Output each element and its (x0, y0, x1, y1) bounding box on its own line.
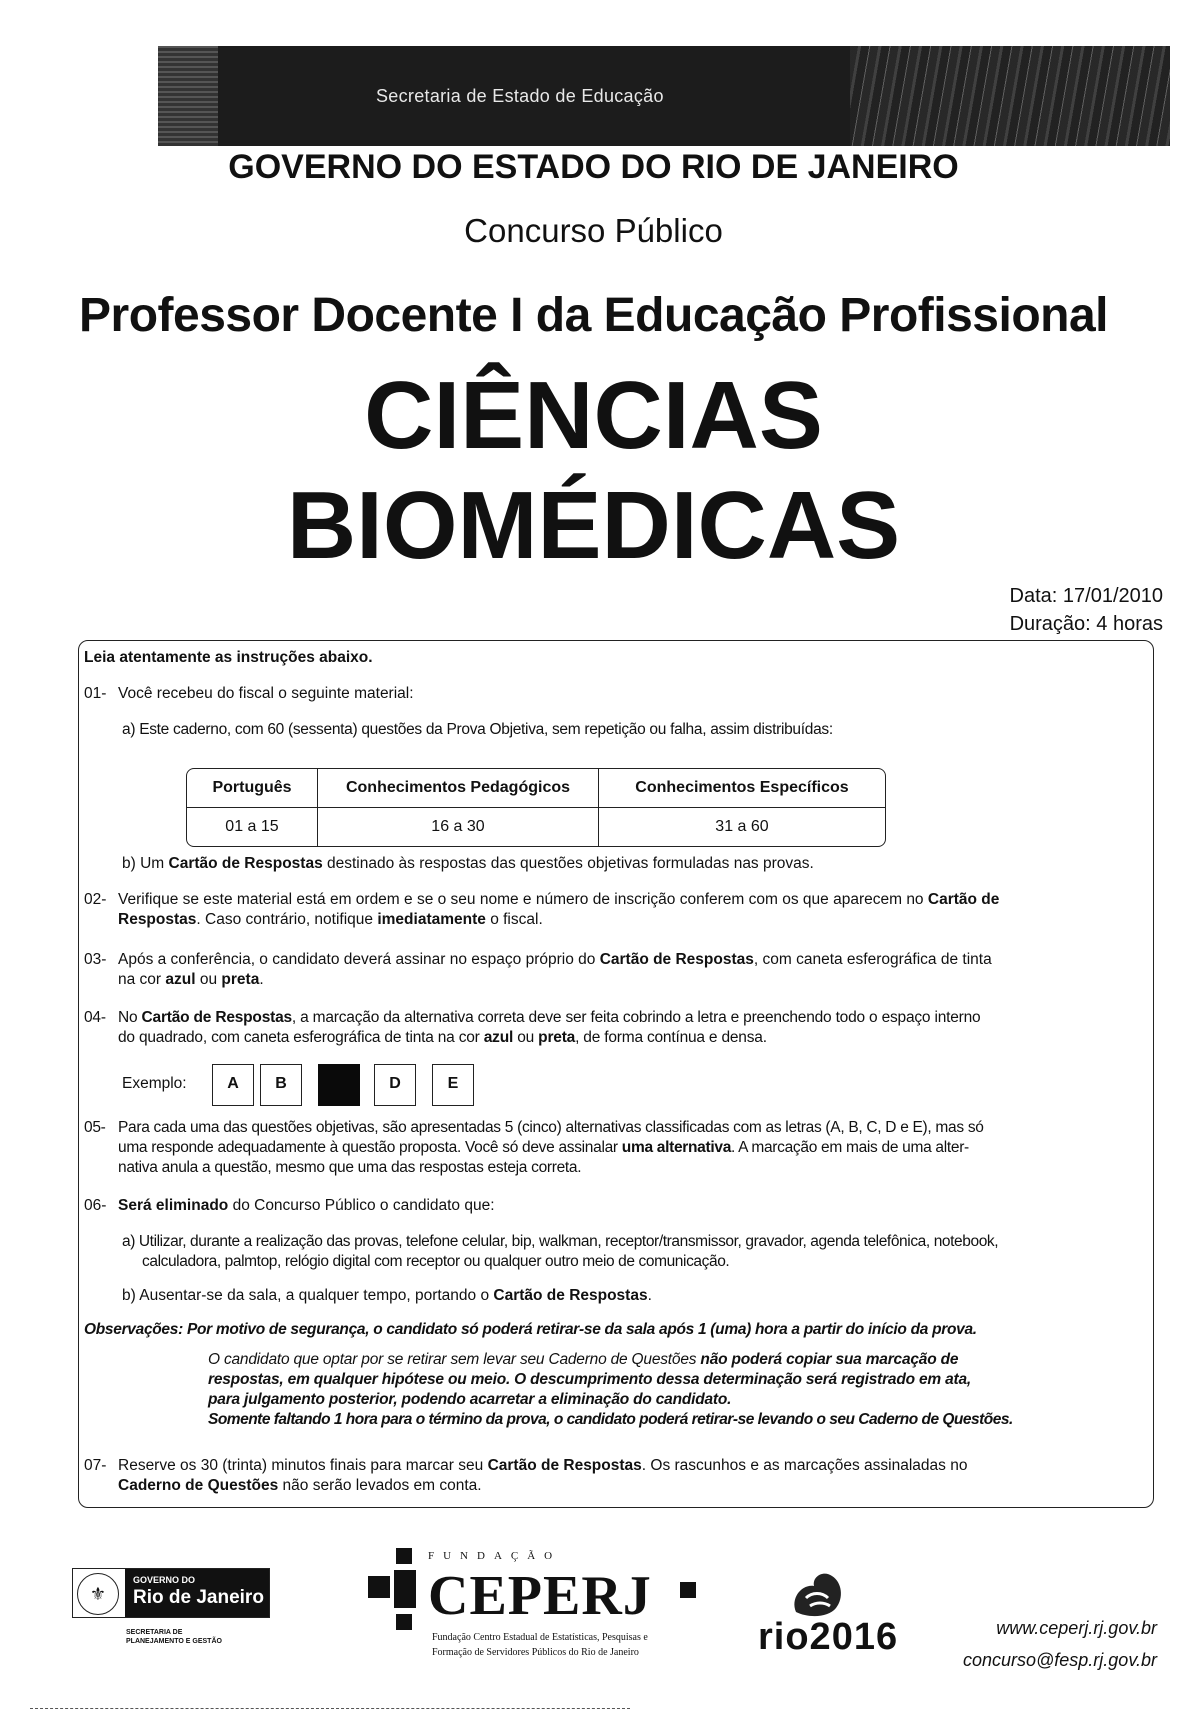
observations-body (208, 1350, 1148, 1430)
exam-type: Concurso Público (464, 212, 723, 249)
text-span: PLANEJAMENTO E GESTÃO (126, 1638, 222, 1645)
subject-title-line2: BIOMÉDICAS (286, 472, 901, 579)
table-row (187, 808, 885, 846)
banner-photo (850, 46, 1170, 146)
text-span: SECRETARIA DE (126, 1629, 183, 1636)
instruction-01b (122, 854, 814, 874)
text-span: Para cada uma das questões objetivas, são apresentadas 5 (cinco) alternativas classificadas com as letras (A, B, C, D e E), mas só (118, 1119, 984, 1136)
text-bold: Cartão de Respostas (493, 1287, 648, 1304)
text-span: b) Ausentar-se da sala, a qualquer tempo, portando o (122, 1287, 494, 1304)
instruction-06 (84, 1196, 495, 1216)
text-bold: Respostas (118, 911, 197, 928)
position-title: Professor Docente I da Educação Profissional (79, 289, 1108, 342)
text-span: o fiscal. (485, 911, 543, 928)
rio2016-logo (758, 1568, 899, 1658)
text-span: , de forma contínua e densa. (575, 1029, 767, 1046)
text-span: Fundação Centro Estadual de Estatísticas, Pesquisas e (432, 1632, 648, 1643)
state-seal-icon: ⚜ (77, 1573, 119, 1615)
instructions-heading: Leia atentamente as instruções abaixo. (84, 649, 373, 666)
text-span: . (647, 1287, 652, 1304)
text-span: . Os rascunhos e as marcações assinaladas no (641, 1457, 968, 1474)
gov-logo-block (125, 1569, 269, 1617)
gov-logo-subtitle (126, 1628, 222, 1646)
text-span: ou (195, 971, 222, 988)
logo-square (680, 1582, 696, 1598)
text-span: uma responde adequadamente à questão proposta. Você só deve assinalar (118, 1139, 622, 1156)
instruction-04 (84, 1008, 1144, 1048)
instruction-number: 02- (84, 891, 107, 908)
text-bold: Cartão de Respostas (487, 1457, 642, 1474)
text-span: O candidato que optar por se retirar sem levar seu Caderno de Questões (208, 1351, 701, 1368)
text-span: No (118, 1009, 142, 1026)
exam-duration: Duração: 4 horas (1009, 613, 1163, 635)
instruction-number: 06- (84, 1197, 107, 1214)
table-header-row (187, 769, 885, 808)
text-bold: Caderno de Questões (118, 1477, 279, 1494)
rio2016-wordmark: rio2016 (758, 1616, 899, 1658)
example-option-a: A (212, 1064, 254, 1106)
logo-square (396, 1548, 412, 1564)
ceperj-foundation-label: FUNDAÇÃO (428, 1550, 562, 1562)
instruction-05 (84, 1118, 1152, 1178)
instruction-text: Você recebeu do fiscal o seguinte material: (118, 685, 414, 702)
table-cell: 01 a 15 (187, 808, 318, 846)
website-link[interactable]: www.ceperj.rj.gov.br (996, 1618, 1157, 1638)
text-span: do quadrado, com caneta esferográfica de tinta na cor (118, 1029, 484, 1046)
instruction-number: 04- (84, 1009, 106, 1026)
example-option-b: B (260, 1064, 302, 1106)
instruction-01a: a) Este caderno, com 60 (sessenta) questões da Prova Objetiva, sem repetição ou falha, assim distribuídas: (122, 721, 833, 738)
instruction-number: 03- (84, 951, 107, 968)
bottom-scan-line (30, 1708, 630, 1709)
instruction-01 (84, 684, 414, 704)
banner-text: Secretaria de Estado de Educação (376, 86, 664, 106)
text-span: Reserve os 30 (trinta) minutos finais para marcar seu (118, 1457, 488, 1474)
example-option-e: E (432, 1064, 474, 1106)
logo-square (394, 1570, 416, 1608)
text-span: do Concurso Público o candidato que: (228, 1197, 495, 1214)
subject-title-line1: CIÊNCIAS (364, 362, 823, 469)
text-bold: Cartão de Respostas (599, 951, 754, 968)
table-header: Conhecimentos Específicos (599, 769, 885, 808)
example-option-c-filled (318, 1064, 360, 1106)
text-bold: preta (538, 1029, 576, 1046)
instruction-03 (84, 950, 1144, 990)
text-bold: uma alternativa (621, 1139, 732, 1156)
text-bold: preta (221, 971, 260, 988)
text-span: calculadora, palmtop, relógio digital com receptor ou qualquer outro meio de comunicação. (142, 1253, 730, 1270)
gov-logo-small-text: GOVERNO DO (133, 1575, 196, 1585)
text-bold: Será eliminado (118, 1197, 229, 1214)
text-span: a) Utilizar, durante a realização das provas, telefone celular, bip, walkman, receptor/transmissor, gravador, agenda telefônica, notebook, (122, 1233, 999, 1250)
government-title: GOVERNO DO ESTADO DO RIO DE JANEIRO (228, 148, 959, 186)
table-header: Português (187, 769, 318, 808)
instruction-number: 07- (84, 1457, 107, 1474)
text-span: Verifique se este material está em ordem e se o seu nome e número de inscrição conferem com os que aparecem no (118, 891, 928, 908)
text-span: b) Um (122, 855, 169, 872)
text-span: . A marcação em mais de uma alter- (731, 1139, 969, 1156)
text-bold: para julgamento posterior, podendo acarretar a eliminação do candidato. (208, 1391, 732, 1408)
text-bold: não poderá copiar sua marcação de (700, 1351, 959, 1368)
text-span: , com caneta esferográfica de tinta (753, 951, 992, 968)
banner-texture (158, 46, 218, 146)
observations-label: Observações: (84, 1321, 183, 1338)
text-span: . Caso contrário, notifique (196, 911, 378, 928)
text-bold: imediatamente (377, 911, 486, 928)
questions-distribution-table (186, 768, 886, 847)
table-cell: 31 a 60 (715, 818, 769, 835)
text-span: Formação de Servidores Públicos do Rio de Janeiro (432, 1647, 639, 1658)
instruction-06b (122, 1286, 652, 1306)
header-banner (158, 46, 1170, 146)
text-bold: azul (483, 1029, 514, 1046)
instruction-07 (84, 1456, 1144, 1496)
logo-square (368, 1576, 390, 1598)
instruction-number: 05- (84, 1119, 106, 1136)
contact-links (963, 1612, 1157, 1676)
example-label: Exemplo: (122, 1075, 187, 1092)
ceperj-name: CEPERJ (428, 1565, 652, 1627)
text-span: Por motivo de segurança, o candidato só poderá retirar-se da sala após 1 (uma) hora a partir do início da prova. (186, 1321, 977, 1338)
text-span: destinado às respostas das questões objetivas formuladas nas provas. (322, 855, 814, 872)
text-span: nativa anula a questão, mesmo que uma das respostas esteja correta. (118, 1159, 582, 1176)
exam-date: Data: 17/01/2010 (1009, 585, 1163, 607)
text-span: não serão levados em conta. (278, 1477, 482, 1494)
text-bold: Somente faltando 1 hora para o término da prova, o candidato poderá retirar-se levando o seu Caderno de Questões. (208, 1411, 1013, 1428)
text-span: . (259, 971, 264, 988)
table-cell: 16 a 30 (318, 808, 599, 846)
observations (84, 1320, 977, 1340)
text-span: Após a conferência, o candidato deverá assinar no espaço próprio do (118, 951, 600, 968)
instruction-number: 01- (84, 685, 107, 702)
email-link[interactable]: concurso@fesp.rj.gov.br (962, 1650, 1157, 1670)
rio2016-emblem-icon (788, 1568, 846, 1618)
text-span: na cor (118, 971, 166, 988)
text-span: ou (513, 1029, 539, 1046)
text-bold: respostas, em qualquer hipótese ou meio. O descumprimento dessa determinação será registrado em ata, (208, 1371, 972, 1388)
exam-info (1010, 582, 1163, 638)
text-bold: Cartão de Respostas (168, 855, 323, 872)
table-header: Conhecimentos Pedagógicos (318, 769, 599, 808)
ceperj-subtitle (432, 1630, 648, 1660)
text-bold: Cartão de Respostas (141, 1009, 292, 1026)
gov-logo-big-text: Rio de Janeiro (133, 1587, 264, 1608)
example-option-d: D (374, 1064, 416, 1106)
text-bold: azul (165, 971, 196, 988)
text-span: , a marcação da alternativa correta deve ser feita cobrindo a letra e preenchendo todo o espaço interno (291, 1009, 981, 1026)
ceperj-logo (368, 1548, 698, 1668)
rio-de-janeiro-government-logo (72, 1568, 270, 1618)
instruction-06a (122, 1232, 998, 1272)
instruction-02 (84, 890, 1144, 930)
logo-square (396, 1614, 412, 1630)
text-bold: Cartão de (927, 891, 1000, 908)
